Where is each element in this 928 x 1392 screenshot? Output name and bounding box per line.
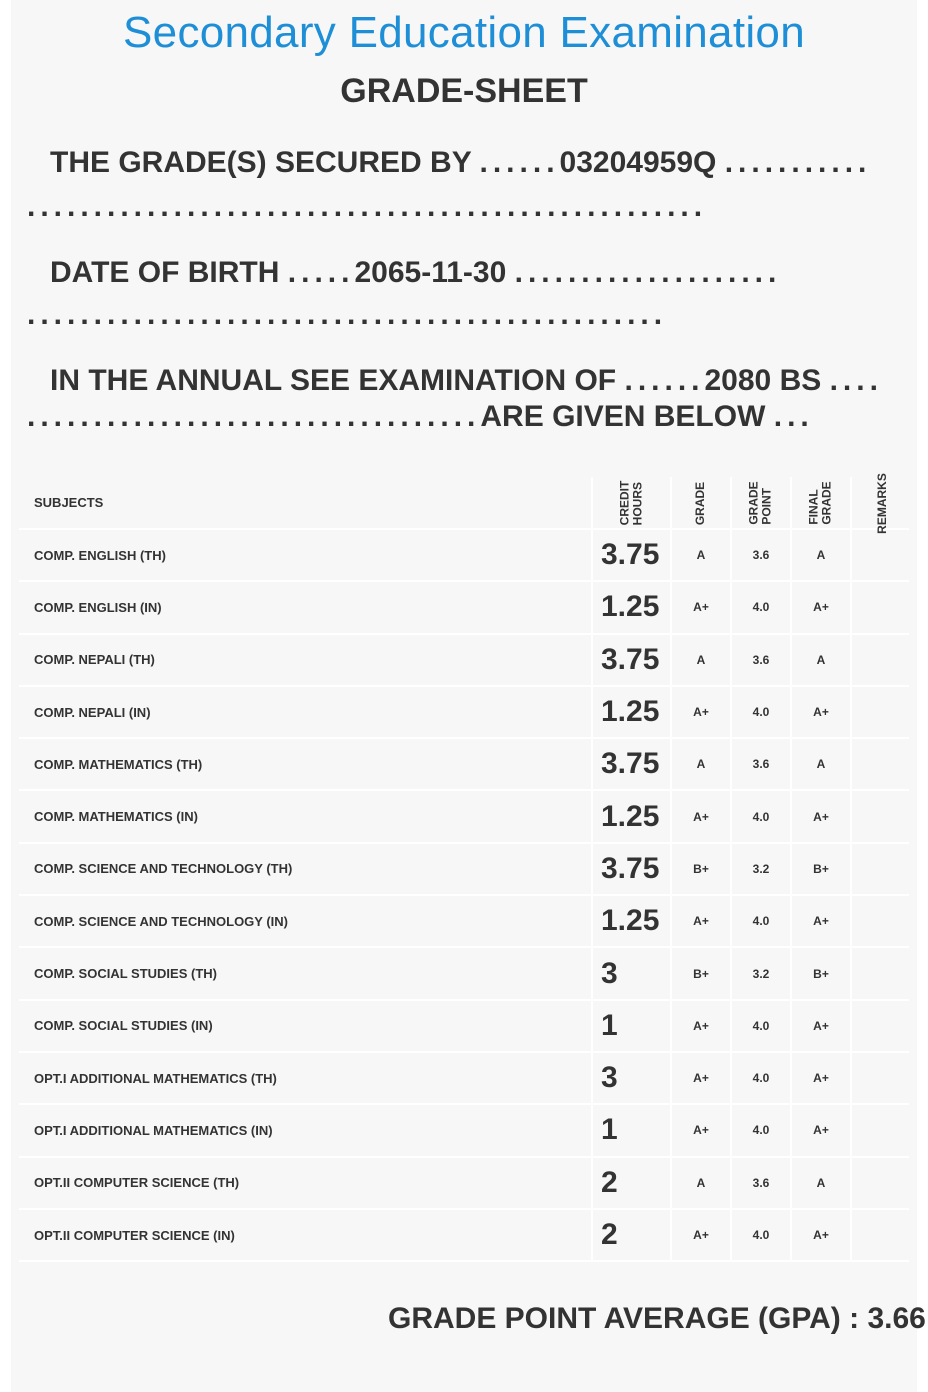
exam-year: 2080 BS bbox=[704, 364, 822, 397]
credit-hours-cell: 2 bbox=[592, 1157, 671, 1209]
grade-cell: A+ bbox=[671, 686, 731, 738]
credit-hours-cell: 3.75 bbox=[592, 843, 671, 895]
dob-label: DATE OF BIRTH bbox=[50, 256, 280, 289]
grade-cell: A bbox=[671, 529, 731, 581]
subject-cell: COMP. ENGLISH (TH) bbox=[19, 529, 592, 581]
grade-point-cell: 4.0 bbox=[731, 1104, 791, 1156]
table-row bbox=[19, 790, 909, 842]
dot-leader: ...... bbox=[479, 146, 560, 179]
grade-cell: A+ bbox=[671, 1209, 731, 1261]
table-row bbox=[19, 1104, 909, 1156]
remarks-cell bbox=[851, 686, 909, 738]
header-grade-point: GRADE POINT bbox=[731, 477, 791, 529]
dot-leader: ...... bbox=[624, 364, 705, 397]
credit-hours-cell: 1 bbox=[592, 1104, 671, 1156]
exam-line bbox=[50, 364, 883, 398]
table-row bbox=[19, 895, 909, 947]
grades-table bbox=[19, 472, 909, 1262]
dot-leader: .... bbox=[829, 364, 883, 397]
final-grade-cell: A+ bbox=[791, 790, 851, 842]
grade-cell: A bbox=[671, 1157, 731, 1209]
credit-hours-cell: 2 bbox=[592, 1209, 671, 1261]
final-grade-cell: B+ bbox=[791, 947, 851, 999]
final-grade-cell: A+ bbox=[791, 1104, 851, 1156]
secured-by-label: THE GRADE(S) SECURED BY bbox=[50, 146, 472, 179]
final-grade-cell: A+ bbox=[791, 581, 851, 633]
subject-cell: COMP. ENGLISH (IN) bbox=[19, 581, 592, 633]
subject-cell: COMP. SOCIAL STUDIES (IN) bbox=[19, 1000, 592, 1052]
header-final-grade: FINAL GRADE bbox=[791, 477, 851, 529]
subject-cell: OPT.I ADDITIONAL MATHEMATICS (IN) bbox=[19, 1104, 592, 1156]
credit-hours-cell: 1.25 bbox=[592, 686, 671, 738]
final-grade-cell: A bbox=[791, 529, 851, 581]
table-header-row bbox=[19, 477, 909, 529]
final-grade-cell: A+ bbox=[791, 895, 851, 947]
grade-point-cell: 3.6 bbox=[731, 1157, 791, 1209]
subject-cell: COMP. SCIENCE AND TECHNOLOGY (IN) bbox=[19, 895, 592, 947]
table-row bbox=[19, 529, 909, 581]
credit-hours-cell: 1 bbox=[592, 1000, 671, 1052]
credit-hours-cell: 1.25 bbox=[592, 581, 671, 633]
table-row bbox=[19, 843, 909, 895]
grade-point-cell: 3.2 bbox=[731, 947, 791, 999]
subject-cell: COMP. SCIENCE AND TECHNOLOGY (TH) bbox=[19, 843, 592, 895]
dob-value: 2065-11-30 bbox=[354, 256, 507, 289]
grade-point-cell: 4.0 bbox=[731, 686, 791, 738]
subject-cell: OPT.I ADDITIONAL MATHEMATICS (TH) bbox=[19, 1052, 592, 1104]
subject-cell: OPT.II COMPUTER SCIENCE (TH) bbox=[19, 1157, 592, 1209]
final-grade-cell: A bbox=[791, 634, 851, 686]
table-row bbox=[19, 1000, 909, 1052]
table-row bbox=[19, 1052, 909, 1104]
credit-hours-cell: 3 bbox=[592, 1052, 671, 1104]
dot-leader-row: ................................................ bbox=[27, 298, 668, 331]
dob-line bbox=[50, 256, 781, 290]
remarks-cell bbox=[851, 947, 909, 999]
grade-cell: A bbox=[671, 634, 731, 686]
final-grade-cell: A+ bbox=[791, 1052, 851, 1104]
credit-hours-cell: 3.75 bbox=[592, 529, 671, 581]
gpa-line bbox=[388, 1302, 926, 1336]
final-grade-cell: A bbox=[791, 738, 851, 790]
credit-hours-cell: 1.25 bbox=[592, 790, 671, 842]
subject-cell: OPT.II COMPUTER SCIENCE (IN) bbox=[19, 1209, 592, 1261]
grade-point-cell: 4.0 bbox=[731, 1209, 791, 1261]
credit-hours-cell: 3.75 bbox=[592, 634, 671, 686]
remarks-cell bbox=[851, 1104, 909, 1156]
remarks-cell bbox=[851, 1209, 909, 1261]
subject-cell: COMP. MATHEMATICS (IN) bbox=[19, 790, 592, 842]
table-row bbox=[19, 1209, 909, 1261]
grade-point-cell: 3.6 bbox=[731, 529, 791, 581]
grade-cell: B+ bbox=[671, 947, 731, 999]
symbol-number: 03204959Q bbox=[559, 146, 717, 179]
grade-point-cell: 4.0 bbox=[731, 790, 791, 842]
grade-cell: A+ bbox=[671, 581, 731, 633]
grade-cell: A+ bbox=[671, 895, 731, 947]
final-grade-cell: A+ bbox=[791, 1000, 851, 1052]
grade-point-cell: 4.0 bbox=[731, 1000, 791, 1052]
page-subtitle: GRADE-SHEET bbox=[340, 72, 588, 110]
grade-cell: B+ bbox=[671, 843, 731, 895]
dot-leader: ... bbox=[773, 400, 814, 433]
dot-leader: .................... bbox=[514, 256, 782, 289]
subject-cell: COMP. NEPALI (IN) bbox=[19, 686, 592, 738]
gpa-value: 3.66 bbox=[867, 1302, 926, 1335]
remarks-cell bbox=[851, 843, 909, 895]
remarks-cell bbox=[851, 1157, 909, 1209]
grade-cell: A+ bbox=[671, 1104, 731, 1156]
subject-cell: COMP. SOCIAL STUDIES (TH) bbox=[19, 947, 592, 999]
grade-cell: A+ bbox=[671, 1000, 731, 1052]
exam-label: IN THE ANNUAL SEE EXAMINATION OF bbox=[50, 364, 617, 397]
remarks-cell bbox=[851, 895, 909, 947]
table-body bbox=[19, 529, 909, 1261]
remarks-cell bbox=[851, 529, 909, 581]
table-row bbox=[19, 686, 909, 738]
grade-point-cell: 4.0 bbox=[731, 581, 791, 633]
grade-cell: A bbox=[671, 738, 731, 790]
subject-cell: COMP. NEPALI (TH) bbox=[19, 634, 592, 686]
table-row bbox=[19, 581, 909, 633]
final-grade-cell: A bbox=[791, 1157, 851, 1209]
gpa-label: GRADE POINT AVERAGE (GPA) : bbox=[388, 1302, 860, 1335]
credit-hours-cell: 3.75 bbox=[592, 738, 671, 790]
remarks-cell bbox=[851, 634, 909, 686]
final-grade-cell: A+ bbox=[791, 1209, 851, 1261]
grade-point-cell: 3.6 bbox=[731, 634, 791, 686]
remarks-cell bbox=[851, 1000, 909, 1052]
header-credit-hours: CREDIT HOURS bbox=[592, 477, 671, 529]
table-row bbox=[19, 1157, 909, 1209]
header-grade: GRADE bbox=[671, 477, 731, 529]
final-grade-cell: B+ bbox=[791, 843, 851, 895]
given-below-line bbox=[27, 400, 814, 434]
remarks-cell bbox=[851, 790, 909, 842]
remarks-cell bbox=[851, 1052, 909, 1104]
dot-leader: .................................. bbox=[27, 400, 481, 433]
dot-leader-row: ................................................... bbox=[27, 190, 708, 223]
remarks-cell bbox=[851, 581, 909, 633]
grade-point-cell: 4.0 bbox=[731, 895, 791, 947]
credit-hours-cell: 3 bbox=[592, 947, 671, 999]
table-row bbox=[19, 947, 909, 999]
grade-point-cell: 3.6 bbox=[731, 738, 791, 790]
remarks-cell bbox=[851, 738, 909, 790]
header-remarks: REMARKS bbox=[851, 477, 909, 529]
grade-point-cell: 4.0 bbox=[731, 1052, 791, 1104]
grade-cell: A+ bbox=[671, 1052, 731, 1104]
final-grade-cell: A+ bbox=[791, 686, 851, 738]
header-subjects: SUBJECTS bbox=[19, 477, 592, 529]
subject-cell: COMP. MATHEMATICS (TH) bbox=[19, 738, 592, 790]
secured-by-line bbox=[50, 146, 871, 180]
credit-hours-cell: 1.25 bbox=[592, 895, 671, 947]
dot-leader: ..... bbox=[287, 256, 355, 289]
page-title: Secondary Education Examination bbox=[123, 8, 805, 57]
table-row bbox=[19, 634, 909, 686]
grade-cell: A+ bbox=[671, 790, 731, 842]
given-below-label: ARE GIVEN BELOW bbox=[480, 400, 766, 433]
grade-point-cell: 3.2 bbox=[731, 843, 791, 895]
table-row bbox=[19, 738, 909, 790]
dot-leader: ........... bbox=[724, 146, 872, 179]
